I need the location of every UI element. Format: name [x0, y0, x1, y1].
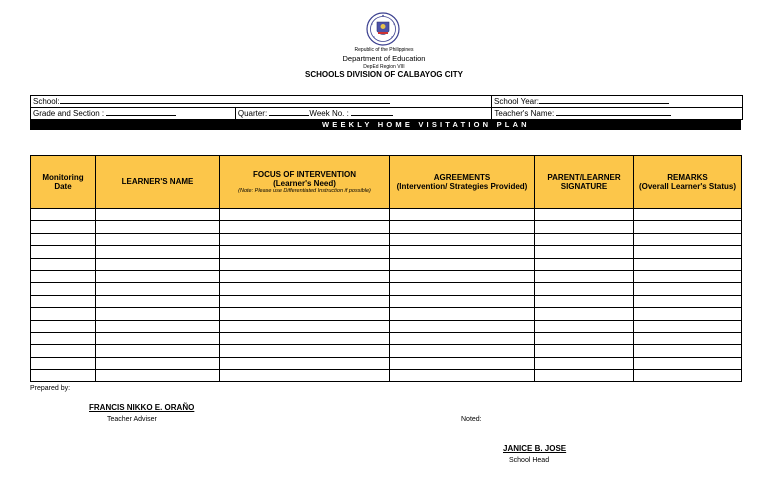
table-cell[interactable] — [390, 283, 535, 295]
remarks-sub: (Overall Learner's Status) — [638, 182, 737, 191]
school-year-blank — [539, 96, 669, 104]
table-cell[interactable] — [96, 258, 220, 270]
table-cell[interactable] — [535, 246, 634, 258]
table-cell[interactable] — [96, 283, 220, 295]
table-cell[interactable] — [390, 246, 535, 258]
header-learner-name: LEARNER'S NAME — [96, 156, 220, 209]
grade-section-field[interactable] — [31, 108, 236, 119]
table-cell[interactable] — [634, 270, 742, 282]
table-cell[interactable] — [535, 308, 634, 320]
table-cell[interactable] — [96, 370, 220, 382]
table-cell[interactable] — [220, 246, 390, 258]
table-cell[interactable] — [220, 332, 390, 344]
remarks-title: REMARKS — [667, 172, 708, 182]
grade-section-blank — [106, 108, 176, 116]
table-cell[interactable] — [220, 320, 390, 332]
teacher-name-field[interactable] — [491, 108, 742, 119]
table-cell[interactable] — [96, 320, 220, 332]
teacher-name-label: Teacher's Name: — [494, 109, 555, 118]
table-cell[interactable] — [634, 357, 742, 369]
table-cell[interactable] — [535, 332, 634, 344]
table-cell[interactable] — [390, 258, 535, 270]
school-field[interactable] — [31, 96, 491, 107]
table-cell[interactable] — [220, 233, 390, 245]
table-cell[interactable] — [390, 332, 535, 344]
table-cell[interactable] — [96, 233, 220, 245]
table-cell[interactable] — [31, 283, 96, 295]
table-cell[interactable] — [220, 221, 390, 233]
quarter-label: Quarter: — [237, 109, 268, 118]
table-cell[interactable] — [634, 221, 742, 233]
table-cell[interactable] — [96, 209, 220, 221]
table-cell[interactable] — [634, 209, 742, 221]
teacher-name-blank — [556, 108, 671, 116]
quarter-week-field[interactable] — [236, 108, 492, 119]
header-focus-intervention — [220, 156, 390, 209]
table-cell[interactable] — [220, 357, 390, 369]
table-cell[interactable] — [390, 357, 535, 369]
table-cell[interactable] — [535, 283, 634, 295]
table-cell[interactable] — [220, 308, 390, 320]
header-monitoring-date: Monitoring Date — [31, 156, 96, 209]
header-agreements — [390, 156, 535, 209]
table-row — [31, 233, 742, 245]
focus-sub: (Learner's Need) — [273, 178, 336, 188]
info-block — [30, 95, 743, 120]
adviser-name: FRANCIS NIKKO E. ORAÑO — [89, 403, 195, 412]
table-row — [31, 345, 742, 357]
table-cell[interactable] — [31, 209, 96, 221]
table-cell[interactable] — [535, 258, 634, 270]
plan-table-body — [31, 209, 742, 382]
prepared-by-label: Prepared by: — [30, 385, 71, 392]
table-cell[interactable] — [220, 283, 390, 295]
table-row — [31, 209, 742, 221]
visitation-plan-table — [30, 155, 742, 382]
week-label: Week No. : — [309, 109, 349, 118]
table-cell[interactable] — [390, 320, 535, 332]
table-cell[interactable] — [96, 246, 220, 258]
table-row — [31, 320, 742, 332]
table-cell[interactable] — [31, 332, 96, 344]
table-cell[interactable] — [634, 258, 742, 270]
table-row — [31, 295, 742, 307]
table-row — [31, 332, 742, 344]
department-text: Department of Education — [342, 54, 426, 63]
plan-banner-title: WEEKLY HOME VISITATION PLAN — [322, 120, 530, 129]
table-cell[interactable] — [31, 345, 96, 357]
table-cell[interactable] — [535, 295, 634, 307]
table-cell[interactable] — [634, 345, 742, 357]
division-title: SCHOOLS DIVISION OF CALBAYOG CITY — [305, 70, 463, 79]
table-cell[interactable] — [220, 258, 390, 270]
table-cell[interactable] — [31, 320, 96, 332]
table-row — [31, 370, 742, 382]
school-year-label: School Year: — [494, 97, 539, 106]
school-year-field[interactable] — [491, 96, 742, 107]
table-cell[interactable] — [220, 295, 390, 307]
table-cell[interactable] — [634, 283, 742, 295]
table-row — [31, 357, 742, 369]
table-cell[interactable] — [96, 332, 220, 344]
table-cell[interactable] — [390, 295, 535, 307]
table-cell[interactable] — [535, 209, 634, 221]
table-cell[interactable] — [390, 233, 535, 245]
table-row — [31, 283, 742, 295]
table-cell[interactable] — [390, 370, 535, 382]
header-signature: PARENT/LEARNER SIGNATURE — [535, 156, 634, 209]
table-cell[interactable] — [220, 345, 390, 357]
table-cell[interactable] — [220, 370, 390, 382]
plan-banner — [30, 119, 741, 130]
noted-label: Noted: — [461, 416, 482, 423]
table-cell[interactable] — [96, 308, 220, 320]
grade-section-label: Grade and Section : — [33, 109, 105, 118]
table-row — [31, 308, 742, 320]
table-cell[interactable] — [390, 270, 535, 282]
table-cell[interactable] — [535, 357, 634, 369]
table-cell[interactable] — [31, 246, 96, 258]
table-cell[interactable] — [390, 345, 535, 357]
table-cell[interactable] — [634, 320, 742, 332]
focus-note: (Note: Please use Differentiated Instruction if possible) — [238, 187, 371, 194]
table-row — [31, 246, 742, 258]
table-cell[interactable] — [96, 221, 220, 233]
school-blank — [60, 96, 390, 104]
table-cell[interactable] — [31, 221, 96, 233]
republic-text: Republic of the Philippines — [354, 47, 414, 53]
table-row — [31, 221, 742, 233]
table-cell[interactable] — [31, 258, 96, 270]
table-cell[interactable] — [96, 357, 220, 369]
header-remarks — [634, 156, 742, 209]
table-row — [31, 270, 742, 282]
table-cell[interactable] — [535, 270, 634, 282]
table-cell[interactable] — [634, 295, 742, 307]
table-cell[interactable] — [535, 221, 634, 233]
table-cell[interactable] — [31, 308, 96, 320]
school-label: School: — [33, 97, 60, 106]
region-text: DepEd Region VIII — [363, 64, 405, 70]
table-cell[interactable] — [220, 270, 390, 282]
table-cell[interactable] — [31, 233, 96, 245]
table-cell[interactable] — [535, 233, 634, 245]
table-cell[interactable] — [535, 370, 634, 382]
table-cell[interactable] — [31, 357, 96, 369]
table-cell[interactable] — [31, 270, 96, 282]
table-cell[interactable] — [634, 332, 742, 344]
table-cell[interactable] — [634, 370, 742, 382]
week-blank — [351, 108, 393, 116]
head-title: School Head — [509, 457, 550, 464]
quarter-blank — [269, 108, 309, 116]
deped-seal-logo — [366, 12, 400, 46]
head-name: JANICE B. JOSE — [503, 444, 567, 453]
table-cell[interactable] — [96, 295, 220, 307]
table-cell[interactable] — [390, 221, 535, 233]
table-cell[interactable] — [31, 295, 96, 307]
table-cell[interactable] — [390, 308, 535, 320]
table-cell[interactable] — [31, 370, 96, 382]
table-row — [31, 258, 742, 270]
table-cell[interactable] — [535, 345, 634, 357]
table-cell[interactable] — [634, 246, 742, 258]
table-cell[interactable] — [390, 209, 535, 221]
table-cell[interactable] — [634, 308, 742, 320]
table-cell[interactable] — [96, 345, 220, 357]
agreements-title: AGREEMENTS — [433, 172, 491, 182]
table-cell[interactable] — [220, 209, 390, 221]
focus-title: FOCUS OF INTERVENTION — [253, 169, 356, 179]
table-cell[interactable] — [96, 270, 220, 282]
agreements-sub: (Intervention/ Strategies Provided) — [396, 182, 528, 191]
table-cell[interactable] — [535, 320, 634, 332]
table-cell[interactable] — [634, 233, 742, 245]
adviser-title: Teacher Adviser — [107, 416, 157, 423]
